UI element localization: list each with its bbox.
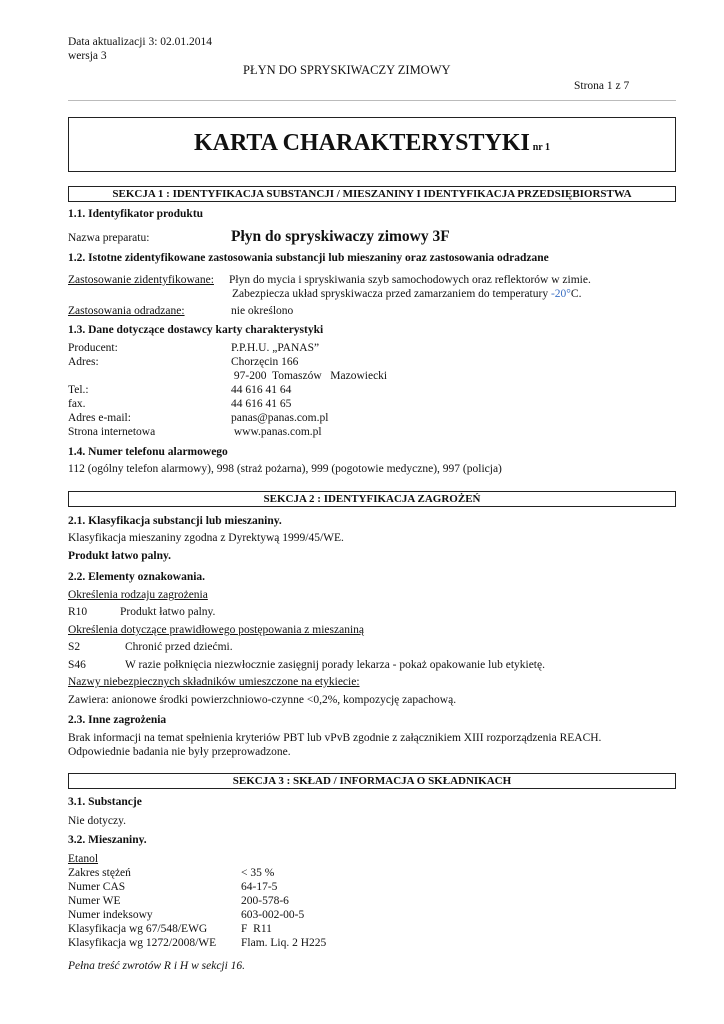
component-row-value: 200-578-6 xyxy=(241,895,289,907)
s12-heading: 1.2. Istotne zidentyfikowane zastosowania substancji lub mieszaniny oraz zastosowania odradzane xyxy=(68,252,549,264)
uses-line-2-post: C. xyxy=(570,288,582,300)
name-value: Płyn do spryskiwaczy zimowy 3F xyxy=(231,228,450,245)
section-3-heading: SEKCJA 3 : SKŁAD / INFORMACJA O SKŁADNIKACH xyxy=(68,773,676,789)
supplier-label: Adres e-mail: xyxy=(68,412,131,424)
s31-heading: 3.1. Substancje xyxy=(68,796,142,808)
s13-heading: 1.3. Dane dotyczące dostawcy karty charakterystyki xyxy=(68,324,324,336)
s11-heading: 1.1. Identyfikator produktu xyxy=(68,208,204,220)
supplier-label: Producent: xyxy=(68,342,118,354)
supplier-label: fax. xyxy=(68,398,86,410)
footnote: Pełna treść zwrotów R i H w sekcji 16. xyxy=(68,960,246,972)
supplier-value: 44 616 41 64 xyxy=(231,384,292,396)
s21-heading: 2.1. Klasyfikacja substancji lub mieszaniny. xyxy=(68,515,282,527)
component-row-value: 603-002-00-5 xyxy=(241,909,305,921)
uses-line-2 xyxy=(232,288,581,300)
components-title: Nazwy niebezpiecznych składników umieszczone na etykiecie: xyxy=(68,676,360,688)
advised-value: nie określono xyxy=(231,305,294,317)
s23-heading: 2.3. Inne zagrożenia xyxy=(68,714,167,726)
component-row-value: F R11 xyxy=(241,923,272,935)
component-row-value: Flam. Liq. 2 H225 xyxy=(241,937,327,949)
version: wersja 3 xyxy=(68,50,107,62)
component-name: Etanol xyxy=(68,853,99,865)
s-phrase-code: S46 xyxy=(68,659,86,671)
doc-title-main: KARTA CHARAKTERYSTYKI xyxy=(193,130,530,156)
supplier-website[interactable]: www.panas.com.pl xyxy=(231,426,322,438)
component-row-label: Zakres stężeń xyxy=(68,867,131,879)
r-phrase-code: R10 xyxy=(68,606,88,618)
s22-heading: 2.2. Elementy oznakowania. xyxy=(68,571,206,583)
other-hazards-line-2: Odpowiednie badania nie były przeprowadzone. xyxy=(68,746,291,758)
product-title: PŁYN DO SPRYSKIWACZY ZIMOWY xyxy=(243,63,451,77)
s14-heading: 1.4. Numer telefonu alarmowego xyxy=(68,446,228,458)
s-phrase-text: W razie połknięcia niezwłocznie zasięgnij porady lekarza - pokaż opakowanie lub etykietę. xyxy=(125,659,545,671)
supplier-value: P.P.H.U. „PANAS” xyxy=(231,342,320,354)
component-row-value: < 35 % xyxy=(241,867,275,879)
uses-label: Zastosowanie zidentyfikowane: xyxy=(68,274,214,286)
uses-line-2-pre: Zabezpiecza układ spryskiwacza przed zamarzaniem do temperatury xyxy=(232,288,551,300)
uses-temp: -20° xyxy=(550,288,571,300)
supplier-label: Strona internetowa xyxy=(68,426,156,438)
s31-text: Nie dotyczy. xyxy=(68,815,127,827)
section-2-heading: SEKCJA 2 : IDENTYFIKACJA ZAGROŻEŃ xyxy=(68,491,676,507)
supplier-label: Adres: xyxy=(68,356,99,368)
supplier-value: 44 616 41 65 xyxy=(231,398,292,410)
contains: Zawiera: anionowe środki powierzchniowo-czynne <0,2%, kompozycję zapachową. xyxy=(68,694,457,706)
component-row-label: Klasyfikacja wg 1272/2008/WE xyxy=(68,937,217,949)
classification: Klasyfikacja mieszaniny zgodna z Dyrektywą 1999/45/WE. xyxy=(68,532,344,544)
r-phrase-text: Produkt łatwo palny. xyxy=(120,606,216,618)
page-number: Strona 1 z 7 xyxy=(574,80,630,92)
supplier-label: Tel.: xyxy=(68,384,89,396)
doc-title xyxy=(68,130,676,157)
component-row-label: Numer indeksowy xyxy=(68,909,153,921)
name-label: Nazwa preparatu: xyxy=(68,232,150,244)
supplier-value: Chorzęcin 166 xyxy=(231,356,299,368)
uses-line-1: Płyn do mycia i spryskiwania szyb samochodowych oraz reflektorów w zimie. xyxy=(229,274,591,286)
update-date: Data aktualizacji 3: 02.01.2014 xyxy=(68,36,213,48)
doc-title-suffix: nr 1 xyxy=(532,142,551,153)
component-row-label: Numer CAS xyxy=(68,881,126,893)
s-phrase-text: Chronić przed dziećmi. xyxy=(125,641,233,653)
hazard-kind-title: Określenia rodzaju zagrożenia xyxy=(68,589,208,601)
supplier-email[interactable]: panas@panas.com.pl xyxy=(231,412,329,424)
emergency-numbers: 112 (ogólny telefon alarmowy), 998 (straż pożarna), 999 (pogotowie medyczne), 997 (policja) xyxy=(68,463,502,475)
safety-title: Określenia dotyczące prawidłowego postępowania z mieszaniną xyxy=(68,624,365,636)
component-row-label: Numer WE xyxy=(68,895,121,907)
supplier-value: 97-200 Tomaszów Mazowiecki xyxy=(231,370,388,382)
flammable-note: Produkt łatwo palny. xyxy=(68,550,171,562)
s32-heading: 3.2. Mieszaniny. xyxy=(68,834,147,846)
advised-label: Zastosowania odradzane: xyxy=(68,305,185,317)
other-hazards-line-1: Brak informacji na temat spełnienia kryteriów PBT lub vPvB zgodnie z załącznikiem XIII rozporządzenia REACH. xyxy=(68,732,602,744)
component-row-value: 64-17-5 xyxy=(241,881,278,893)
section-1-heading: SEKCJA 1 : IDENTYFIKACJA SUBSTANCJI / MIESZANINY I IDENTYFIKACJA PRZEDSIĘBIORSTWA xyxy=(68,186,676,202)
header-divider xyxy=(68,100,676,101)
component-row-label: Klasyfikacja wg 67/548/EWG xyxy=(68,923,208,935)
s-phrase-code: S2 xyxy=(68,641,81,653)
